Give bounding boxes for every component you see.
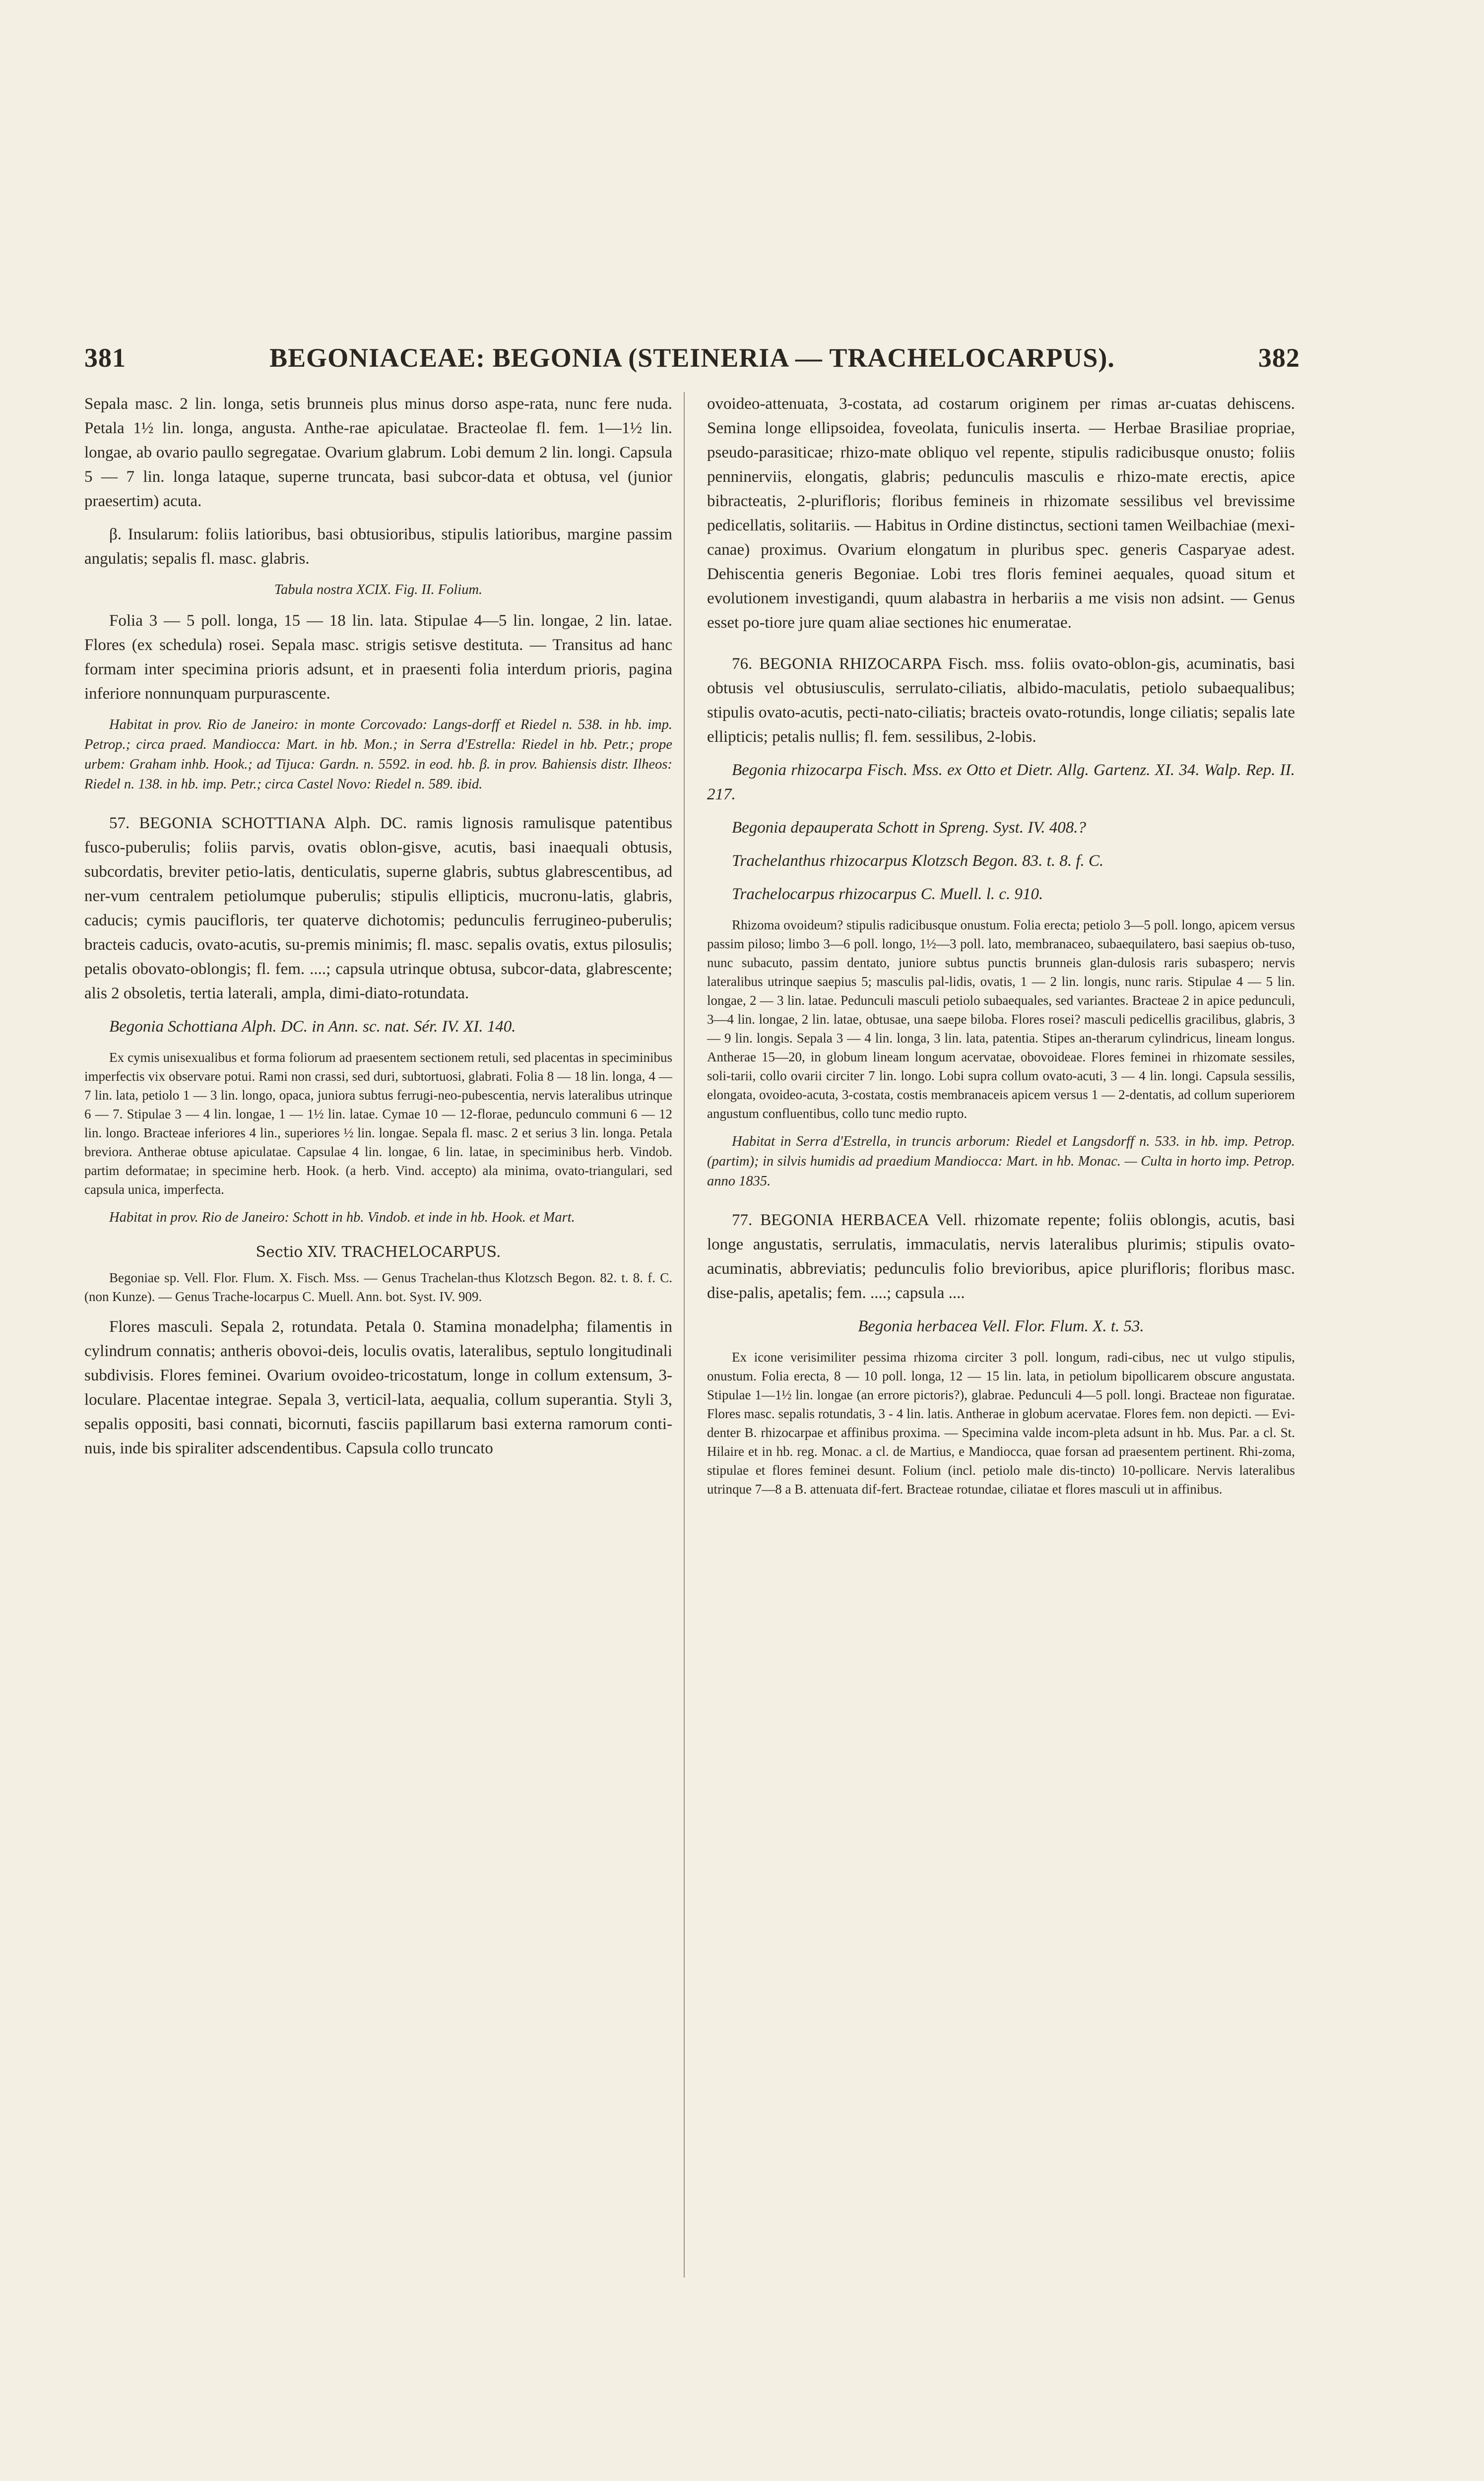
synonym: Begonia Schottiana Alph. DC. in Ann. sc. nat. Sér. IV. XI. 140. <box>109 1018 516 1036</box>
paragraph: Folia 3 — 5 poll. longa, 15 — 18 lin. lata. Stipulae 4—5 lin. longae, 2 lin. latae. Flores (ex schedula) rosei. Sepala masc. strigis setisve destituta. — Transitus ad hanc formam inter specimina prioris adsunt, et in praesenti folia interdum prioris, pagina inferiore nonnunquam purpurascente. <box>84 612 672 703</box>
variety-paragraph: β. Insularum: foliis latioribus, basi obtusioribus, stipulis latioribus, margine passim angulatis; sepalis fl. masc. glabris. <box>84 525 672 568</box>
synonym: Begonia depauperata Schott in Spreng. Syst. IV. 408.? <box>732 819 1086 837</box>
synonym: Begonia herbacea Vell. Flor. Flum. X. t. 53. <box>858 1317 1144 1335</box>
section-heading: Sectio XIV. TRACHELOCARPUS. <box>256 1243 501 1261</box>
running-title: BEGONIACEAE: BEGONIA (STEINERIA — TRACHELOCARPUS). <box>269 343 1115 373</box>
page-number-left: 381 <box>84 343 126 373</box>
species-entry-57: 57. BEGONIA SCHOTTIANA Alph. DC. ramis lignosis ramulisque patentibus fusco-puberulis; foliis parvis, ovatis oblon-gisve, acutis, basi inaequali obtusis, subcordatis, breviter petio-latis, denticulatis, superne glabris, subtus glabrescentibus, ad ner-vum centralem petiolumque puberulis; stipulis ellipticis, mucronu-latis, glabris, caducis; cymis paucifloris, ter quaterve dichotomis; pedunculis ferrugineo-puberulis; bracteis caducis, ovato-acutis, su-premis minimis; fl. masc. sepalis ovatis, extus pilosulis; petalis obovato-oblongis; fl. fem. ....; capsula utrinque obtusa, subcor-data, glabrescente; alis 2 obsoletis, tertia laterali, ampla, dimi-diato-rotundata. <box>84 814 672 1002</box>
page-number-right: 382 <box>1258 343 1300 373</box>
paragraph: Sepala masc. 2 lin. longa, setis brunneis plus minus dorso aspe-rata, nunc fere nuda. Petala 1½ lin. longa, angusta. Anthe-rae apiculatae. Bracteolae fl. fem. 1—1½ lin. longae, ab ovario paullo segregatae. Ovarium glabrum. Lobi demum 2 lin. longi. Capsula 5 — 7 lin. longa lataque, superne truncata, basi subcor-data et obtusa, vel (junior praesertim) acuta. <box>84 395 672 510</box>
habitat-paragraph: Habitat in prov. Rio de Janeiro: Schott in hb. Vindob. et inde in hb. Hook. et Mart. <box>109 1210 575 1225</box>
paragraph: ovoideo-attenuata, 3-costata, ad costarum originem per rimas ar-cuatas dehiscens. Semina longe ellipsoidea, foveolata, funiculis inserta. — Herbae Brasiliae propriae, pseudo-parasiticae; rhizo-mate obliquo vel repente, stipulis radicibusque onusto; foliis penninerviis, elongatis, glabris; pedunculis masculis e rhizo-mate erectis, apice bibracteatis, 2-plurifloris; floribus femineis in rhizomate sessilibus vel brevissime pedicellatis, solitariis. — Habitus in Ordine distinctus, sectioni tamen Weilbachiae (mexi-canae) proximus. Ovarium elongatum in pluribus spec. generis Casparyae adest. Dehiscentia generis Begoniae. Lobi tres floris feminei aequales, quoad situm et evolutionem investigandi, quum alabastra in herbariis a me visis non adsint. — Genus esset po-tiore jure quam aliae sectiones hic enumeratae. <box>707 395 1295 632</box>
description-small: Rhizoma ovoideum? stipulis radicibusque onustum. Folia erecta; petiolo 3—5 poll. longo, apicem versus passim piloso; limbo 3—6 poll. longo, 1½—3 poll. lato, membranaceo, subaequilatero, basi saepius ob-tuso, nunc subacuto, passim dentato, juniore subtus punctis brunneis glan-dulosis raris subaspero; nervis lateralibus utrinque saepius 5; masculis pal-lidis, ovatis, 1 — 2 lin. longis, nunc raris. Stipulae 4 — 5 lin. longae, 2 — 3 lin. latae. Pedunculi masculi petiolo subaequales, sed variantes. Bracteae 2 in apice pedunculi, 3—4 lin. longae, 2 lin. latae, obtusae, una saepe biloba. Flores rosei? masculi pedicellis gracilibus, glabris, 3 — 9 lin. longis. Sepala 3 — 4 lin. longa, 3 lin. lata, patentia. Stipes an-therarum cylindricus, lineam longus. Antherae 15—20, in globum lineam longum acervatae, obovoideae. Flores feminei in rhizomate sessiles, soli-tarii, collo ovarii circiter 7 lin. longo. Lobi supra collum ovato-acuti, 3 — 4 lin. longi. Capsula sessilis, elongata, ovoideo-acuta, 3-costata, costis membranaceis apicem versus 1 — 2-dentatis, ad collum superiorem angustum confluentibus, collo tunc medio rupto. <box>707 917 1295 1121</box>
species-entry-76: 76. BEGONIA RHIZOCARPA Fisch. mss. foliis ovato-oblon-gis, acuminatis, basi obtusis vel obtusiusculis, serrulato-ciliatis, albido-maculatis, petiolo subaequalibus; stipulis ovato-acutis, pecti-nato-ciliatis; bracteis ovato-rotundis, longe ciliatis; sepalis late ellipticis; petalis nullis; fl. fem. sessilibus, 2-lobis. <box>707 655 1295 746</box>
synonym: Trachelanthus rhizocarpus Klotzsch Begon. 83. t. 8. f. C. <box>732 852 1104 870</box>
description-small: Ex cymis unisexualibus et forma foliorum ad praesentem sectionem retuli, sed placentas in speciminibus imperfectis vix observare potui. Rami non crassi, sed duri, subtortuosi, glabrati. Folia 8 — 18 lin. longa, 4 — 7 lin. lata, petiolo 1 — 3 lin. longo, opaca, juniora subtus ferrugi-neo-pubescentia, nervis lateralibus utrinque 6 — 7. Stipulae 3 — 4 lin. longae, 1 — 1½ lin. latae. Cymae 10 — 12-florae, pedunculo communi 6 — 12 lin. longo. Bracteae inferiores 4 lin., superiores ½ lin. longae. Sepala fl. masc. 2 et serius 3 lin. longa. Petala breviora. Antherae obtuse apiculatae. Capsulae 4 lin. longae, 6 lin. latae, in speciminibus herb. Vindob. partim deformatae; in specimine herb. Hook. (a herb. Vind. accepto) ala minima, ovato-triangulari, sed capsula unica, imperfecta. <box>84 1050 672 1197</box>
habitat-paragraph: Habitat in Serra d'Estrella, in truncis arborum: Riedel et Langsdorff n. 533. in hb. imp. Petrop. (partim); in silvis humidis ad praedium Mandiocca: Mart. in hb. Monac. — Culta in horto imp. Petrop. anno 1835. <box>707 1134 1295 1189</box>
right-column <box>707 392 1295 1507</box>
description-small: Ex icone verisimiliter pessima rhizoma circiter 3 poll. longum, radi-cibus, nec ut vulgo stipulis, onustum. Folia erecta, 8 — 10 poll. longa, 12 — 15 lin. lata, in petiolum bipollicarem obscure angustata. Stipulae 1—1½ lin. longae (an errore pictoris?), glabrae. Pedunculi 4—5 poll. longi. Bracteae non figuratae. Flores masc. sepalis rotundatis, 3 - 4 lin. latis. Antherae in globum acervatae. Flores fem. non depicti. — Evi-denter B. rhizocarpae et affinibus proxima. — Specimina valde incom-pleta adsunt in hb. Mus. Par. a cl. St. Hilaire et in hb. reg. Monac. a cl. de Martius, e Mandiocca, quae forsan ad praesentem pertinent. Rhi-zoma, stipulae et flores feminei desunt. Folium (incl. petiolo male dis-tincto) 10-pollicare. Nervis lateralibus utrinque 7—8 a B. attenuata dif-fert. Bracteae rotundae, ciliatae et flores masculi ut in affinibus. <box>707 1350 1295 1497</box>
synonym: Trachelocarpus rhizocarpus C. Muell. l. c. 910. <box>732 885 1043 903</box>
column-divider <box>684 392 685 2278</box>
synonym: Begonia rhizocarpa Fisch. Mss. ex Otto et Dietr. Allg. Gartenz. XI. 34. Walp. Rep. II. 217. <box>707 761 1295 803</box>
habitat-paragraph: Habitat in prov. Rio de Janeiro: in monte Corcovado: Langs-dorff et Riedel n. 538. in hb. imp. Petrop.; circa praed. Mandiocca: Mart. in hb. Mon.; in Serra d'Estrella: Riedel in hb. Petr.; prope urbem: Graham inhb. Hook.; ad Tijuca: Gardn. n. 5592. in eod. hb. β. in prov. Bahiensis distr. Ilheos: Riedel n. 138. in hb. imp. Petr.; circa Castel Novo: Riedel n. 589. ibid. <box>84 717 672 792</box>
left-column <box>84 392 672 1470</box>
running-header <box>84 342 1300 377</box>
plate-reference: Tabula nostra XCIX. Fig. II. Folium. <box>274 582 483 597</box>
section-synonyms: Begoniae sp. Vell. Flor. Flum. X. Fisch. Mss. — Genus Trachelan-thus Klotzsch Begon. 82. t. 8. f. C. (non Kunze). — Genus Trache-locarpus C. Muell. Ann. bot. Syst. IV. 909. <box>84 1270 672 1304</box>
section-description: Flores masculi. Sepala 2, rotundata. Petala 0. Stamina monadelpha; filamentis in cylindrum connatis; antheris obovoi-deis, loculis ovatis, lateralibus, septulo longitudinali subdivisis. Flores feminei. Ovarium ovoideo-tricostatum, longe in collum extensum, 3-loculare. Placentae integrae. Sepala 3, verticil-lata, aequalia, collum superantia. Styli 3, sepalis oppositi, basi connati, bicornuti, fasciis papillarum basi externa ramorum conti-nuis, inde bis spiraliter adscendentibus. Capsula collo truncato <box>84 1318 672 1457</box>
species-entry-77: 77. BEGONIA HERBACEA Vell. rhizomate repente; foliis oblongis, acutis, basi longe angustatis, serrulatis, immaculatis, nervis lateralibus plurimis; stipulis ovato-acuminatis, abbreviatis; pedunculis folio brevioribus, apice plurifloris; floribus masc. dise-palis, apetalis; fem. ....; capsula .... <box>707 1211 1295 1302</box>
